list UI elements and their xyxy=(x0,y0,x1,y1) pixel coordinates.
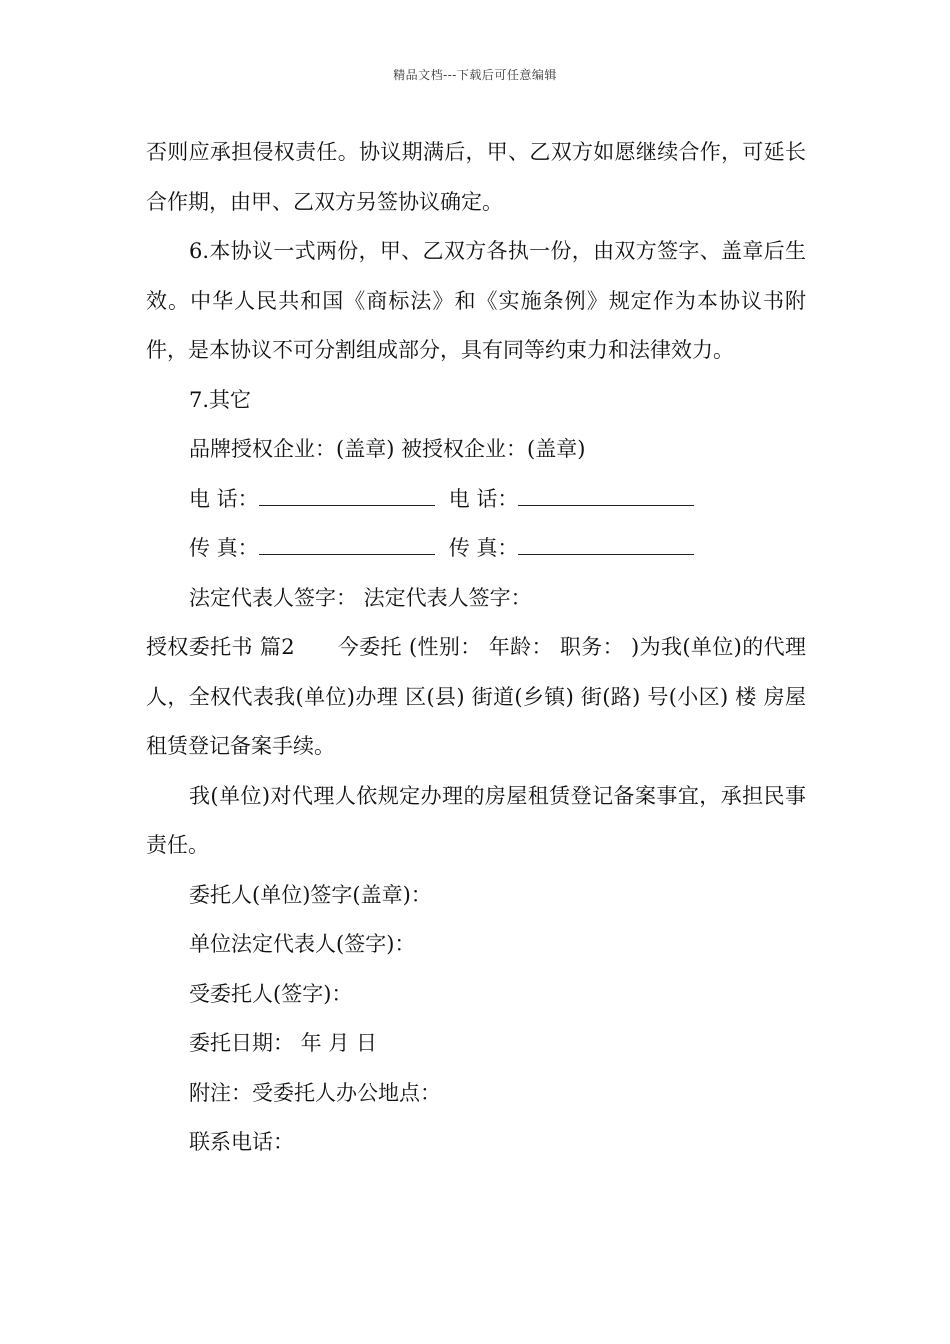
paragraph-clause-6: 6.本协议一式两份，甲、乙双方各执一份，由双方签字、盖章后生效。中华人民共和国《商标法》和《实施条例》规定作为本协议书附件，是本协议不可分割组成部分，具有同等约束力和法律效力。 xyxy=(146,239,806,362)
paragraph-legal-rep-sign: 单位法定代表人(签字)： xyxy=(189,932,416,956)
paragraph-seal-parties: 品牌授权企业：(盖章) 被授权企业：(盖章) xyxy=(189,437,586,461)
paragraph-power-of-attorney: 授权委托书 篇2 今委托 (性别： 年龄： 职务： )为我(单位)的代理人，全权代表我(单位)办理 区(县) 街道(乡镇) 街(路) 号(小区) 楼 房屋租赁登记备案手续。 xyxy=(146,635,806,758)
page-header: 精品文档---下载后可任意编辑 xyxy=(393,68,557,82)
paragraph-agent-sign: 受委托人(签字)： xyxy=(189,981,353,1006)
phone-blank-party-b[interactable] xyxy=(518,487,694,506)
paragraph-legal-rep-signatures: 法定代表人签字： 法定代表人签字： xyxy=(189,585,532,610)
fax-line xyxy=(146,524,806,574)
phone-blank-party-a[interactable] xyxy=(259,487,435,506)
document-body xyxy=(146,128,806,1168)
paragraph-office-address: 附注：受委托人办公地点： xyxy=(189,1080,441,1105)
paragraph-civil-liability: 我(单位)对代理人依规定办理的房屋租赁登记备案事宜，承担民事责任。 xyxy=(146,783,806,857)
phone-label-party-a: 电 话： xyxy=(189,486,259,511)
fax-label-party-a: 传 真： xyxy=(189,536,259,560)
fax-label-party-b: 传 真： xyxy=(448,536,519,560)
phone-label-party-b: 电 话： xyxy=(448,486,519,511)
fax-blank-party-b[interactable] xyxy=(518,536,694,555)
paragraph-clause-7: 7.其它 xyxy=(189,387,252,412)
paragraph-contact-phone: 联系电话： xyxy=(189,1130,294,1154)
paragraph-infringement: 否则应承担侵权责任。协议期满后，甲、乙双方如愿继续合作，可延长合作期，由甲、乙双方另签协议确定。 xyxy=(146,140,806,214)
phone-line xyxy=(146,475,806,525)
paragraph-entrust-date: 委托日期： 年 月 日 xyxy=(189,1031,378,1055)
paragraph-principal-signature: 委托人(单位)签字(盖章)： xyxy=(189,882,432,907)
fax-blank-party-a[interactable] xyxy=(259,536,435,555)
